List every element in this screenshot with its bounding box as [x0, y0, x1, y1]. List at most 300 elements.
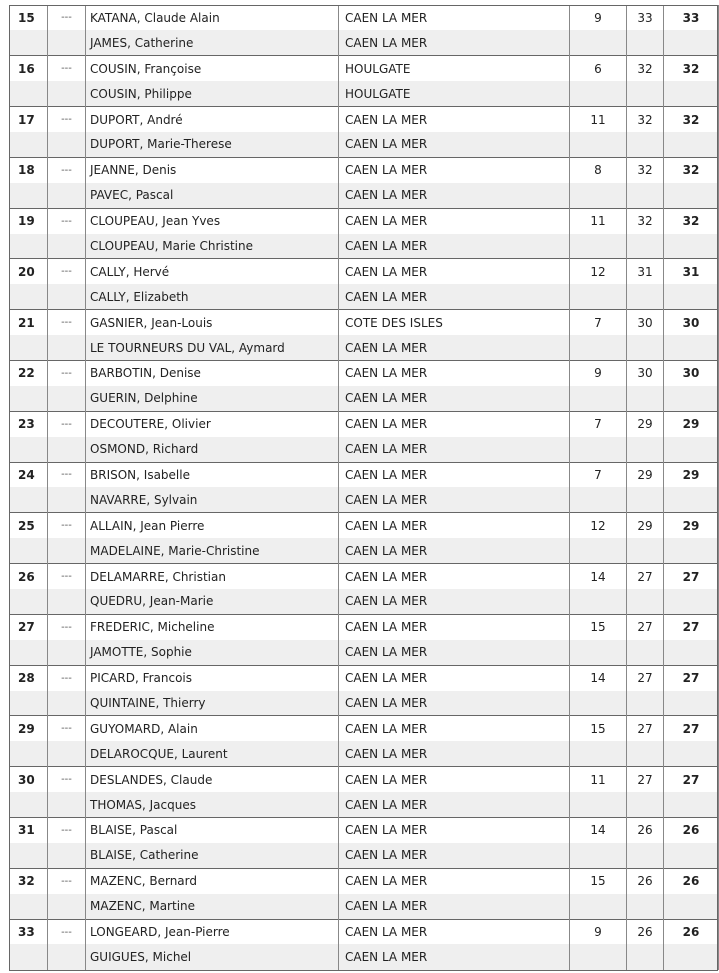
empty-cell	[664, 183, 719, 208]
empty-cell	[664, 487, 719, 512]
mark-cell: ---	[48, 360, 86, 385]
rank-cell: 27	[10, 614, 48, 639]
empty-cell	[570, 741, 627, 766]
score-col5-cell: 8	[570, 157, 627, 182]
empty-cell	[570, 234, 627, 259]
rank-cell: 18	[10, 157, 48, 182]
score-col6-cell: 29	[627, 411, 664, 436]
rank-cell: 25	[10, 513, 48, 538]
empty-cell	[570, 335, 627, 360]
empty-cell	[570, 843, 627, 868]
club-cell: HOULGATE	[339, 56, 570, 81]
partner-club-cell: CAEN LA MER	[339, 691, 570, 716]
empty-cell	[570, 640, 627, 665]
table-row-partner	[10, 538, 719, 563]
total-cell: 32	[664, 208, 719, 233]
player-name-cell: CLOUPEAU, Jean Yves	[86, 208, 339, 233]
empty-cell	[627, 691, 664, 716]
total-cell: 26	[664, 919, 719, 944]
empty-cell	[48, 132, 86, 157]
empty-cell	[627, 640, 664, 665]
mark-cell: ---	[48, 107, 86, 132]
total-cell: 32	[664, 107, 719, 132]
score-col6-cell: 27	[627, 665, 664, 690]
partner-name-cell: PAVEC, Pascal	[86, 183, 339, 208]
rank-cell: 31	[10, 818, 48, 843]
empty-cell	[627, 81, 664, 106]
score-col6-cell: 26	[627, 868, 664, 893]
player-name-cell: KATANA, Claude Alain	[86, 5, 339, 30]
player-name-cell: BRISON, Isabelle	[86, 462, 339, 487]
rank-cell: 28	[10, 665, 48, 690]
empty-cell	[10, 538, 48, 563]
table-row	[10, 462, 719, 487]
score-col5-cell: 9	[570, 360, 627, 385]
table-row-partner	[10, 183, 719, 208]
table-row	[10, 107, 719, 132]
score-col5-cell: 14	[570, 665, 627, 690]
table-row	[10, 259, 719, 284]
partner-club-cell: CAEN LA MER	[339, 437, 570, 462]
empty-cell	[570, 691, 627, 716]
table-row-partner	[10, 894, 719, 919]
table-row	[10, 614, 719, 639]
empty-cell	[664, 386, 719, 411]
empty-cell	[10, 487, 48, 512]
empty-cell	[664, 944, 719, 969]
score-col5-cell: 15	[570, 614, 627, 639]
club-cell: CAEN LA MER	[339, 360, 570, 385]
empty-cell	[627, 843, 664, 868]
player-name-cell: JEANNE, Denis	[86, 157, 339, 182]
score-col5-cell: 7	[570, 411, 627, 436]
table-row	[10, 56, 719, 81]
partner-name-cell: DELAROCQUE, Laurent	[86, 741, 339, 766]
empty-cell	[48, 81, 86, 106]
results-table-body	[10, 5, 719, 970]
total-cell: 32	[664, 56, 719, 81]
empty-cell	[627, 437, 664, 462]
score-col6-cell: 32	[627, 157, 664, 182]
table-row-partner	[10, 487, 719, 512]
partner-club-cell: CAEN LA MER	[339, 843, 570, 868]
player-name-cell: BARBOTIN, Denise	[86, 360, 339, 385]
club-cell: CAEN LA MER	[339, 513, 570, 538]
partner-club-cell: CAEN LA MER	[339, 183, 570, 208]
score-col6-cell: 31	[627, 259, 664, 284]
empty-cell	[627, 30, 664, 55]
rank-cell: 24	[10, 462, 48, 487]
empty-cell	[627, 741, 664, 766]
total-cell: 31	[664, 259, 719, 284]
empty-cell	[10, 792, 48, 817]
empty-cell	[10, 843, 48, 868]
club-cell: CAEN LA MER	[339, 767, 570, 792]
empty-cell	[664, 30, 719, 55]
table-row-partner	[10, 741, 719, 766]
empty-cell	[627, 487, 664, 512]
empty-cell	[10, 437, 48, 462]
player-name-cell: BLAISE, Pascal	[86, 818, 339, 843]
empty-cell	[570, 81, 627, 106]
partner-club-cell: CAEN LA MER	[339, 30, 570, 55]
score-col5-cell: 12	[570, 513, 627, 538]
partner-club-cell: HOULGATE	[339, 81, 570, 106]
empty-cell	[10, 640, 48, 665]
score-col6-cell: 26	[627, 919, 664, 944]
mark-cell: ---	[48, 919, 86, 944]
partner-club-cell: CAEN LA MER	[339, 234, 570, 259]
empty-cell	[627, 944, 664, 969]
mark-cell: ---	[48, 310, 86, 335]
empty-cell	[570, 132, 627, 157]
empty-cell	[48, 386, 86, 411]
table-row	[10, 411, 719, 436]
partner-name-cell: OSMOND, Richard	[86, 437, 339, 462]
partner-name-cell: CALLY, Elizabeth	[86, 284, 339, 309]
empty-cell	[627, 234, 664, 259]
table-row	[10, 716, 719, 741]
rank-cell: 16	[10, 56, 48, 81]
empty-cell	[48, 792, 86, 817]
table-row-partner	[10, 944, 719, 969]
player-name-cell: CALLY, Hervé	[86, 259, 339, 284]
table-row-partner	[10, 335, 719, 360]
score-col6-cell: 30	[627, 310, 664, 335]
score-col5-cell: 11	[570, 208, 627, 233]
empty-cell	[627, 792, 664, 817]
table-row	[10, 564, 719, 589]
empty-cell	[48, 843, 86, 868]
table-row	[10, 665, 719, 690]
partner-club-cell: CAEN LA MER	[339, 792, 570, 817]
partner-club-cell: CAEN LA MER	[339, 894, 570, 919]
empty-cell	[570, 944, 627, 969]
rank-cell: 32	[10, 868, 48, 893]
total-cell: 27	[664, 614, 719, 639]
score-col6-cell: 26	[627, 818, 664, 843]
table-row-partner	[10, 843, 719, 868]
total-cell: 27	[664, 564, 719, 589]
table-row-partner	[10, 30, 719, 55]
partner-name-cell: JAMOTTE, Sophie	[86, 640, 339, 665]
empty-cell	[570, 792, 627, 817]
club-cell: CAEN LA MER	[339, 919, 570, 944]
player-name-cell: FREDERIC, Micheline	[86, 614, 339, 639]
partner-name-cell: MAZENC, Martine	[86, 894, 339, 919]
empty-cell	[10, 335, 48, 360]
score-col5-cell: 14	[570, 564, 627, 589]
table-row	[10, 919, 719, 944]
partner-club-cell: CAEN LA MER	[339, 386, 570, 411]
partner-name-cell: THOMAS, Jacques	[86, 792, 339, 817]
table-row-partner	[10, 284, 719, 309]
empty-cell	[570, 538, 627, 563]
empty-cell	[627, 538, 664, 563]
club-cell: CAEN LA MER	[339, 208, 570, 233]
empty-cell	[627, 335, 664, 360]
mark-cell: ---	[48, 564, 86, 589]
partner-name-cell: MADELAINE, Marie-Christine	[86, 538, 339, 563]
table-row	[10, 513, 719, 538]
table-row	[10, 767, 719, 792]
empty-cell	[570, 437, 627, 462]
player-name-cell: PICARD, Francois	[86, 665, 339, 690]
partner-club-cell: CAEN LA MER	[339, 538, 570, 563]
empty-cell	[48, 741, 86, 766]
player-name-cell: COUSIN, Françoise	[86, 56, 339, 81]
table-row-partner	[10, 691, 719, 716]
empty-cell	[664, 284, 719, 309]
empty-cell	[664, 843, 719, 868]
table-row	[10, 818, 719, 843]
empty-cell	[48, 487, 86, 512]
rank-cell: 22	[10, 360, 48, 385]
total-cell: 29	[664, 462, 719, 487]
mark-cell: ---	[48, 208, 86, 233]
table-row	[10, 5, 719, 30]
rank-cell: 33	[10, 919, 48, 944]
rank-cell: 19	[10, 208, 48, 233]
player-name-cell: GUYOMARD, Alain	[86, 716, 339, 741]
mark-cell: ---	[48, 665, 86, 690]
empty-cell	[664, 792, 719, 817]
empty-cell	[10, 234, 48, 259]
partner-club-cell: CAEN LA MER	[339, 487, 570, 512]
table-row-partner	[10, 386, 719, 411]
empty-cell	[570, 487, 627, 512]
player-name-cell: DESLANDES, Claude	[86, 767, 339, 792]
club-cell: CAEN LA MER	[339, 411, 570, 436]
empty-cell	[10, 81, 48, 106]
empty-cell	[664, 81, 719, 106]
partner-name-cell: GUIGUES, Michel	[86, 944, 339, 969]
total-cell: 26	[664, 818, 719, 843]
table-row-partner	[10, 234, 719, 259]
table-row	[10, 868, 719, 893]
empty-cell	[627, 183, 664, 208]
total-cell: 27	[664, 716, 719, 741]
empty-cell	[664, 691, 719, 716]
player-name-cell: GASNIER, Jean-Louis	[86, 310, 339, 335]
empty-cell	[627, 132, 664, 157]
player-name-cell: DECOUTERE, Olivier	[86, 411, 339, 436]
score-col5-cell: 12	[570, 259, 627, 284]
partner-name-cell: QUINTAINE, Thierry	[86, 691, 339, 716]
club-cell: CAEN LA MER	[339, 107, 570, 132]
score-col6-cell: 32	[627, 56, 664, 81]
total-cell: 27	[664, 665, 719, 690]
empty-cell	[664, 234, 719, 259]
empty-cell	[48, 640, 86, 665]
partner-name-cell: DUPORT, Marie-Therese	[86, 132, 339, 157]
empty-cell	[664, 335, 719, 360]
empty-cell	[627, 894, 664, 919]
partner-club-cell: CAEN LA MER	[339, 589, 570, 614]
empty-cell	[627, 386, 664, 411]
empty-cell	[48, 30, 86, 55]
table-row-partner	[10, 132, 719, 157]
partner-name-cell: JAMES, Catherine	[86, 30, 339, 55]
club-cell: CAEN LA MER	[339, 868, 570, 893]
table-row-partner	[10, 437, 719, 462]
score-col5-cell: 7	[570, 462, 627, 487]
club-cell: CAEN LA MER	[339, 716, 570, 741]
empty-cell	[48, 589, 86, 614]
rank-cell: 29	[10, 716, 48, 741]
empty-cell	[48, 234, 86, 259]
empty-cell	[48, 335, 86, 360]
empty-cell	[664, 132, 719, 157]
empty-cell	[570, 894, 627, 919]
score-col6-cell: 33	[627, 5, 664, 30]
club-cell: CAEN LA MER	[339, 614, 570, 639]
score-col6-cell: 27	[627, 716, 664, 741]
score-col5-cell: 15	[570, 716, 627, 741]
partner-name-cell: NAVARRE, Sylvain	[86, 487, 339, 512]
table-row	[10, 310, 719, 335]
player-name-cell: LONGEARD, Jean-Pierre	[86, 919, 339, 944]
mark-cell: ---	[48, 767, 86, 792]
mark-cell: ---	[48, 868, 86, 893]
empty-cell	[10, 183, 48, 208]
rank-cell: 17	[10, 107, 48, 132]
empty-cell	[570, 284, 627, 309]
empty-cell	[48, 183, 86, 208]
empty-cell	[10, 589, 48, 614]
empty-cell	[627, 284, 664, 309]
rank-cell: 20	[10, 259, 48, 284]
score-col6-cell: 29	[627, 513, 664, 538]
empty-cell	[10, 894, 48, 919]
score-col5-cell: 9	[570, 919, 627, 944]
club-cell: CAEN LA MER	[339, 259, 570, 284]
empty-cell	[10, 132, 48, 157]
rank-cell: 21	[10, 310, 48, 335]
mark-cell: ---	[48, 716, 86, 741]
table-row	[10, 360, 719, 385]
total-cell: 27	[664, 767, 719, 792]
rank-cell: 15	[10, 5, 48, 30]
total-cell: 32	[664, 157, 719, 182]
club-cell: CAEN LA MER	[339, 5, 570, 30]
mark-cell: ---	[48, 56, 86, 81]
empty-cell	[48, 691, 86, 716]
club-cell: CAEN LA MER	[339, 157, 570, 182]
score-col5-cell: 15	[570, 868, 627, 893]
partner-name-cell: LE TOURNEURS DU VAL, Aymard	[86, 335, 339, 360]
partner-name-cell: CLOUPEAU, Marie Christine	[86, 234, 339, 259]
score-col6-cell: 27	[627, 767, 664, 792]
empty-cell	[10, 741, 48, 766]
partner-name-cell: GUERIN, Delphine	[86, 386, 339, 411]
score-col6-cell: 32	[627, 208, 664, 233]
table-row-partner	[10, 792, 719, 817]
score-col6-cell: 32	[627, 107, 664, 132]
results-table	[9, 5, 719, 970]
empty-cell	[48, 538, 86, 563]
mark-cell: ---	[48, 259, 86, 284]
player-name-cell: MAZENC, Bernard	[86, 868, 339, 893]
empty-cell	[10, 284, 48, 309]
score-col5-cell: 6	[570, 56, 627, 81]
club-cell: CAEN LA MER	[339, 818, 570, 843]
partner-club-cell: CAEN LA MER	[339, 741, 570, 766]
total-cell: 33	[664, 5, 719, 30]
empty-cell	[48, 437, 86, 462]
partner-name-cell: QUEDRU, Jean-Marie	[86, 589, 339, 614]
score-col6-cell: 29	[627, 462, 664, 487]
rank-cell: 23	[10, 411, 48, 436]
score-col5-cell: 7	[570, 310, 627, 335]
empty-cell	[664, 589, 719, 614]
table-row-partner	[10, 81, 719, 106]
rank-cell: 30	[10, 767, 48, 792]
empty-cell	[570, 589, 627, 614]
mark-cell: ---	[48, 411, 86, 436]
club-cell: COTE DES ISLES	[339, 310, 570, 335]
partner-name-cell: BLAISE, Catherine	[86, 843, 339, 868]
club-cell: CAEN LA MER	[339, 564, 570, 589]
club-cell: CAEN LA MER	[339, 665, 570, 690]
mark-cell: ---	[48, 462, 86, 487]
score-col6-cell: 27	[627, 564, 664, 589]
total-cell: 29	[664, 513, 719, 538]
total-cell: 30	[664, 310, 719, 335]
total-cell: 26	[664, 868, 719, 893]
empty-cell	[48, 284, 86, 309]
empty-cell	[664, 437, 719, 462]
mark-cell: ---	[48, 513, 86, 538]
partner-club-cell: CAEN LA MER	[339, 132, 570, 157]
score-col6-cell: 27	[627, 614, 664, 639]
player-name-cell: ALLAIN, Jean Pierre	[86, 513, 339, 538]
partner-club-cell: CAEN LA MER	[339, 335, 570, 360]
partner-club-cell: CAEN LA MER	[339, 284, 570, 309]
mark-cell: ---	[48, 818, 86, 843]
partner-club-cell: CAEN LA MER	[339, 944, 570, 969]
score-col5-cell: 9	[570, 5, 627, 30]
score-col6-cell: 30	[627, 360, 664, 385]
empty-cell	[10, 944, 48, 969]
partner-club-cell: CAEN LA MER	[339, 640, 570, 665]
total-cell: 29	[664, 411, 719, 436]
total-cell: 30	[664, 360, 719, 385]
empty-cell	[664, 640, 719, 665]
empty-cell	[570, 183, 627, 208]
empty-cell	[10, 691, 48, 716]
empty-cell	[570, 30, 627, 55]
empty-cell	[664, 538, 719, 563]
empty-cell	[664, 894, 719, 919]
score-col5-cell: 11	[570, 767, 627, 792]
mark-cell: ---	[48, 5, 86, 30]
table-row-partner	[10, 589, 719, 614]
player-name-cell: DELAMARRE, Christian	[86, 564, 339, 589]
mark-cell: ---	[48, 614, 86, 639]
score-col5-cell: 11	[570, 107, 627, 132]
mark-cell: ---	[48, 157, 86, 182]
player-name-cell: DUPORT, André	[86, 107, 339, 132]
score-col5-cell: 14	[570, 818, 627, 843]
empty-cell	[570, 386, 627, 411]
rank-cell: 26	[10, 564, 48, 589]
table-row	[10, 208, 719, 233]
empty-cell	[10, 386, 48, 411]
empty-cell	[664, 741, 719, 766]
empty-cell	[48, 944, 86, 969]
club-cell: CAEN LA MER	[339, 462, 570, 487]
